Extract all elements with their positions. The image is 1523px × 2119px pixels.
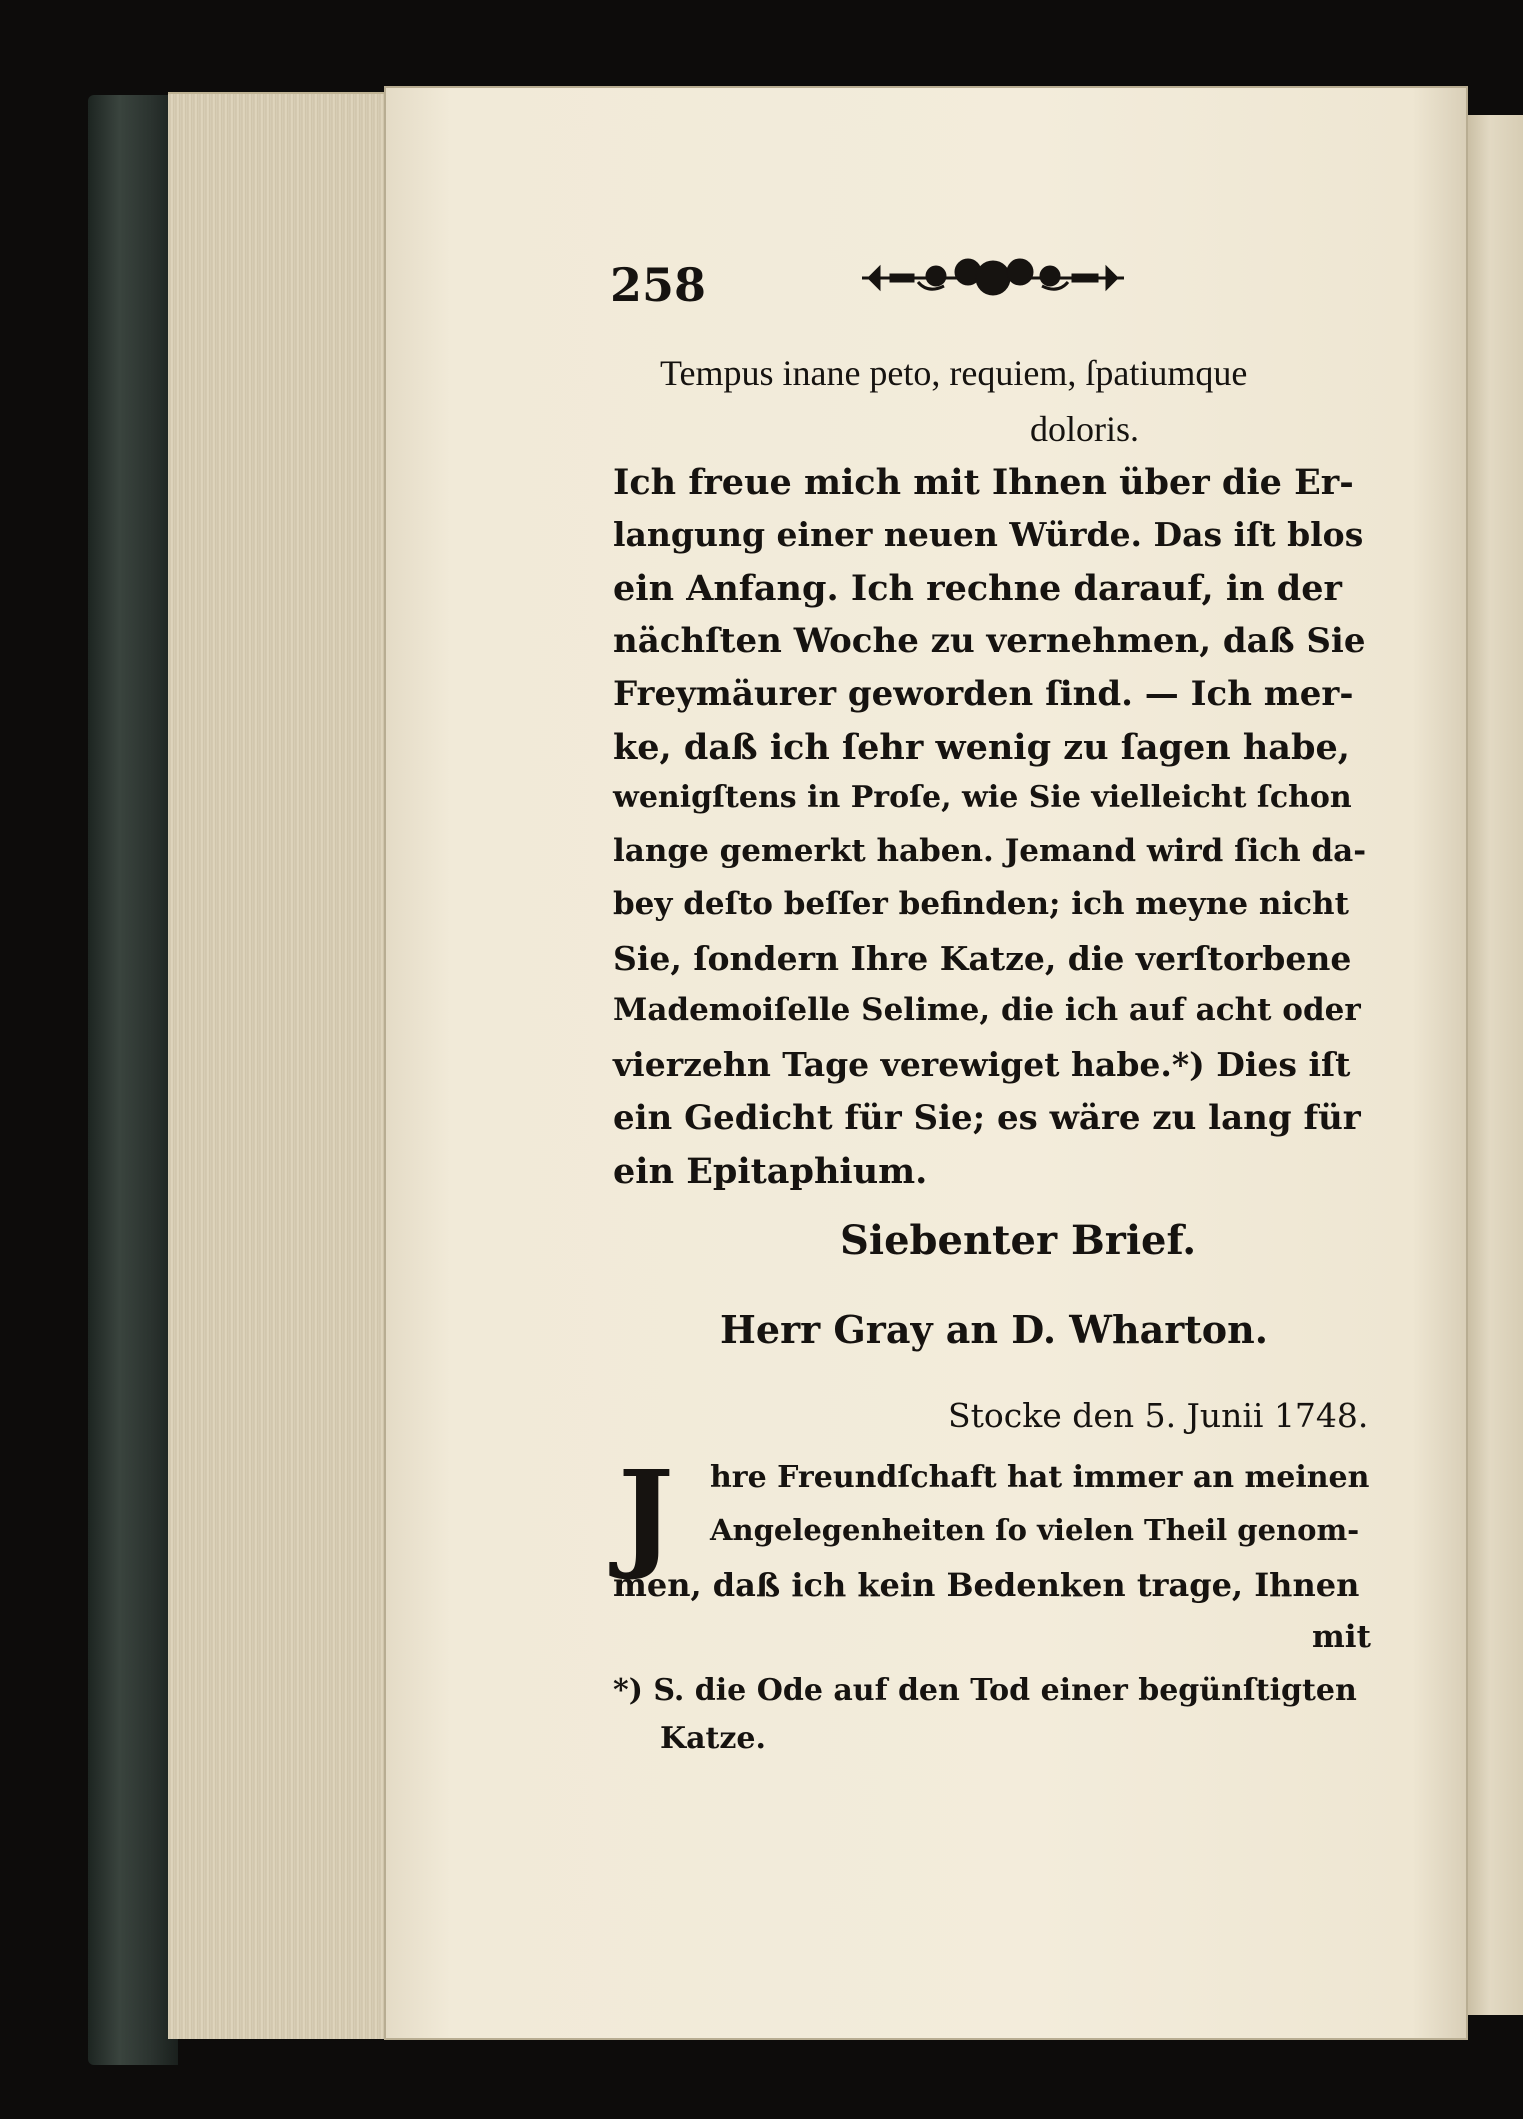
paragraph-1-line-10: Sie, ſondern Ihre Katze, die verſtorbene: [613, 939, 1352, 978]
page-number: 258: [610, 258, 707, 312]
footnote-line-1: *) S. die Ode auf den Tod einer begünſtigten: [613, 1673, 1357, 1708]
paragraph-1-line-1: Ich freue mich mit Ihnen über die Er-: [613, 462, 1354, 503]
drop-cap: J: [618, 1444, 674, 1583]
decorative-ornament-icon: [858, 252, 1128, 304]
paragraph-1-line-9: bey deſto beſſer befinden; ich meyne nicht: [613, 886, 1349, 922]
facing-page-edge: [1466, 115, 1523, 2015]
book-spine: [88, 95, 178, 2065]
latin-quote-line-1: Tempus inane peto, requiem, ſpatiumque: [660, 353, 1248, 393]
paragraph-2-line-3: men, daß ich kein Bedenken trage, Ihnen: [613, 1566, 1360, 1604]
paragraph-1-line-14: ein Epitaphium.: [613, 1151, 928, 1192]
page-edges: [168, 92, 394, 2039]
paragraph-2-line-2: Angelegenheiten ſo vielen Theil genom-: [710, 1513, 1360, 1547]
paragraph-1-line-12: vierzehn Tage verewiget habe.*) Dies iſt: [613, 1045, 1351, 1084]
paragraph-1-line-5: Freymäurer geworden ſind. — Ich mer-: [613, 674, 1354, 714]
latin-quote-line-2: doloris.: [1030, 409, 1140, 449]
paragraph-1-line-11: Mademoiſelle Selime, die ich auf acht oder: [613, 992, 1361, 1028]
footnote-line-2: Katze.: [660, 1721, 766, 1756]
paragraph-1-line-8: lange gemerkt haben. Jemand wird ſich da-: [613, 833, 1367, 869]
dateline: Stocke den 5. Junii 1748.: [948, 1396, 1369, 1435]
correspondents-heading: Herr Gray an D. Wharton.: [720, 1307, 1268, 1352]
paragraph-1-line-6: ke, daß ich ſehr wenig zu ſagen habe,: [613, 727, 1350, 768]
paragraph-1-line-7: wenigſtens in Proſe, wie Sie vielleicht ſchon: [613, 780, 1352, 815]
paragraph-1-line-4: nächſten Woche zu vernehmen, daß Sie: [613, 621, 1366, 661]
paragraph-2-line-1: hre Freundſchaft hat immer an meinen: [710, 1460, 1370, 1495]
paragraph-2-line-4: mit: [1312, 1619, 1371, 1655]
letter-heading: Siebenter Brief.: [840, 1217, 1197, 1264]
paragraph-1-line-3: ein Anfang. Ich rechne darauf, in der: [613, 568, 1342, 609]
paragraph-1-line-13: ein Gedicht für Sie; es wäre zu lang für: [613, 1098, 1361, 1138]
paragraph-1-line-2: langung einer neuen Würde. Das iſt blos: [613, 515, 1364, 554]
